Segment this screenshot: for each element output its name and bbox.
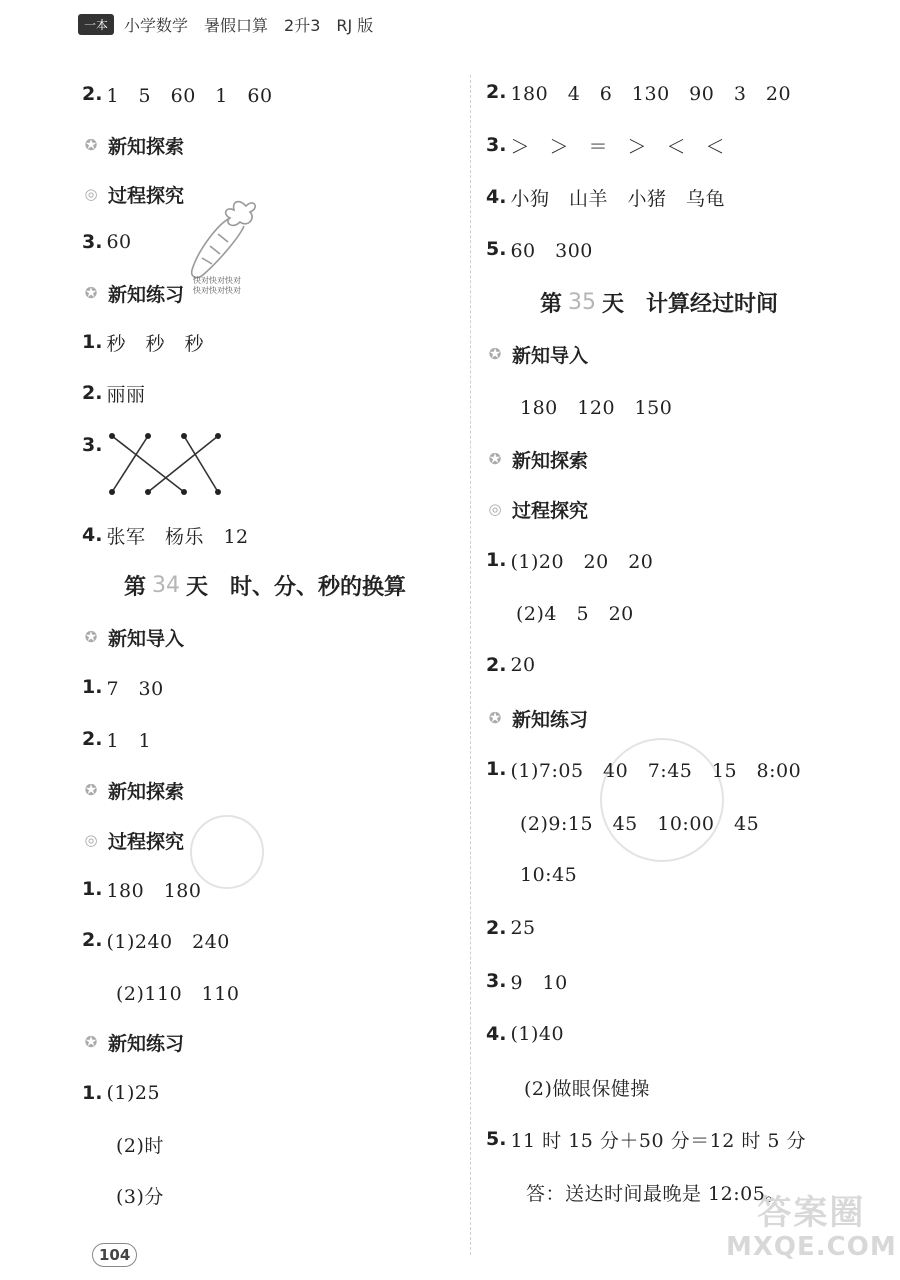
star-icon: ✪	[488, 345, 502, 363]
section-heading: ◎ 过程探究	[82, 825, 184, 855]
section-heading: ✪ 新知练习	[486, 703, 588, 733]
answer-row: 2. 20	[486, 654, 536, 676]
answer-row: 5. 60 300	[486, 238, 593, 262]
page-number: 104	[92, 1243, 137, 1267]
section-heading: ✪ 新知探索	[486, 444, 588, 474]
match-line	[112, 436, 148, 492]
answer-row: 1. 秒 秒 秒	[82, 331, 204, 355]
page-header	[78, 12, 373, 36]
match-dot	[145, 489, 151, 495]
answer-row: 3. 60	[82, 231, 132, 253]
answer-subrow: 180 120 150	[520, 396, 673, 419]
site-watermark: 答案圈 MXQE.COM	[726, 1193, 897, 1262]
star-icon: ✪	[488, 450, 502, 468]
brand-logo: 一本	[78, 14, 114, 35]
section-heading: ✪ 新知探索	[82, 130, 184, 160]
answer-row: 2. (1)240 240	[82, 929, 230, 953]
answer-row: 3. ＞ ＞ ＝ ＞ ＜ ＜	[486, 134, 725, 158]
star-icon: ✪	[488, 709, 502, 727]
answer-row: 2. 25	[486, 917, 536, 939]
star-icon: ✪	[84, 781, 98, 799]
match-dot	[181, 433, 187, 439]
answer-row: 1. 7 30	[82, 676, 164, 700]
match-dot	[181, 489, 187, 495]
answer-row: 1. (1)7:05 40 7:45 15 8:00	[486, 758, 802, 782]
circle-icon: ◎	[488, 500, 502, 518]
match-dot	[145, 433, 151, 439]
star-icon: ✪	[84, 1033, 98, 1051]
answer-subrow: (2)时	[116, 1134, 164, 1157]
match-dot	[109, 433, 115, 439]
star-icon: ✪	[84, 136, 98, 154]
matching-lines-diagram	[108, 432, 228, 498]
answer-row: 1. (1)20 20 20	[486, 549, 654, 573]
circle-icon: ◎	[84, 185, 98, 203]
answer-row: 2. 1 1	[82, 728, 152, 752]
answer-subrow: (2)做眼保健操	[524, 1077, 650, 1100]
answer-subrow: (3)分	[116, 1185, 164, 1208]
answer-subrow: (2)9:15 45 10:00 45	[520, 812, 760, 835]
day-title: 第 34 天 时、分、秒的换算	[124, 572, 407, 600]
answer-row: 4. 小狗 山羊 小猪 乌龟	[486, 186, 725, 210]
answer-subrow: 10:45	[520, 864, 578, 886]
answer-row: 1. (1)25	[82, 1082, 161, 1104]
section-heading: ◎ 过程探究	[486, 494, 588, 524]
answer-subrow: (2)4 5 20	[516, 602, 634, 625]
answer-row: 5. 11 时 15 分＋50 分＝12 时 5 分	[486, 1128, 807, 1152]
match-dot	[109, 489, 115, 495]
match-line	[112, 436, 184, 492]
match-line	[184, 436, 218, 492]
day-title: 第 35 天 计算经过时间	[540, 289, 779, 317]
answer-row: 2. 180 4 6 130 90 3 20	[486, 81, 792, 105]
answer-row: 4. (1)40	[486, 1023, 565, 1045]
section-heading: ✪ 新知练习	[82, 278, 184, 308]
match-line	[148, 436, 218, 492]
answer-row: 2. 1 5 60 1 60	[82, 83, 273, 107]
section-heading: ✪ 新知探索	[82, 775, 184, 805]
answer-row: 1. 180 180	[82, 878, 202, 902]
match-dot	[215, 433, 221, 439]
star-icon: ✪	[84, 284, 98, 302]
star-icon: ✪	[84, 628, 98, 646]
section-heading: ◎ 过程探究	[82, 179, 184, 209]
answer-subrow: 答：送达时间最晚是 12:05。	[526, 1182, 785, 1205]
answer-row: 2. 丽丽	[82, 382, 146, 406]
answer-row: 3.	[82, 434, 103, 456]
answer-row: 4. 张军 杨乐 12	[82, 524, 249, 548]
header-title: 小学数学 暑假口算 2升3 RJ 版	[124, 15, 374, 35]
match-dot	[215, 489, 221, 495]
section-heading: ✪ 新知练习	[82, 1027, 184, 1057]
section-heading: ✪ 新知导入	[486, 339, 588, 369]
answer-subrow: (2)110 110	[116, 982, 240, 1005]
circle-icon: ◎	[84, 831, 98, 849]
column-divider	[470, 75, 471, 1255]
stamp-watermark	[190, 815, 264, 889]
answer-row: 3. 9 10	[486, 970, 568, 994]
carrot-caption: 快对快对快对 快对快对快对	[193, 276, 241, 295]
section-heading: ✪ 新知导入	[82, 622, 184, 652]
